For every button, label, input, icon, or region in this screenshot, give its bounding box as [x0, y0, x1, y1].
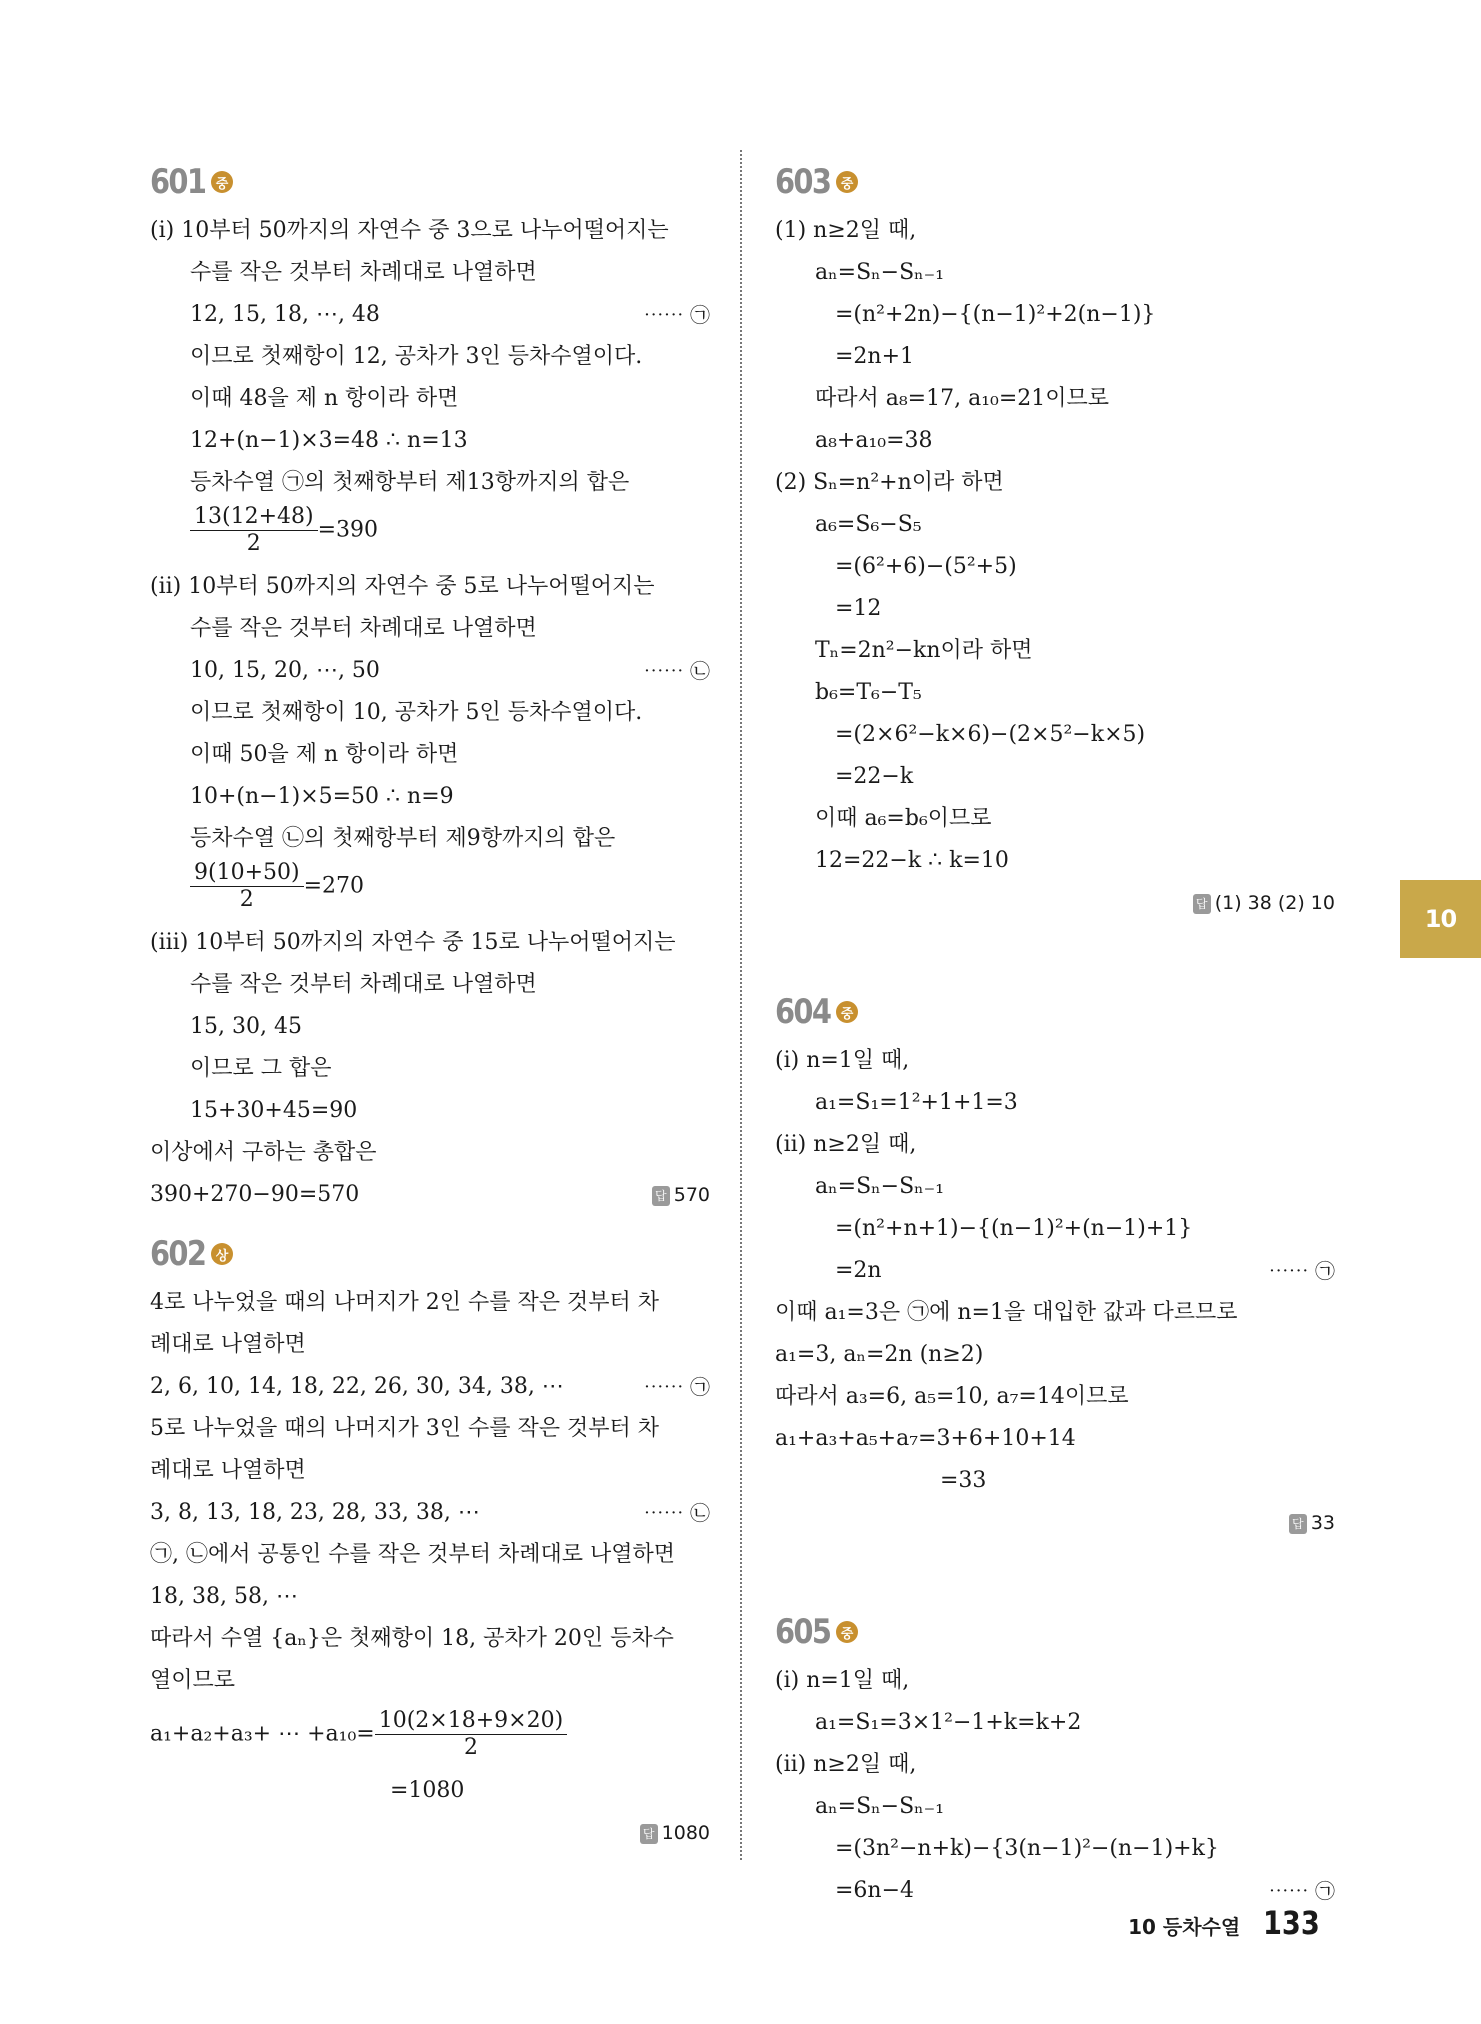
answer-icon: 답 — [652, 1186, 670, 1206]
problem-604-header — [775, 984, 1335, 1040]
fraction-line: $\frac{9(10+50)}{2}$ =270 — [150, 860, 710, 922]
solution-line: (ⅱ) n≥2일 때, — [775, 1752, 917, 1777]
solution-line: =22−k — [835, 764, 914, 789]
solution-line: 이때 a₁=3은 ㉠에 n=1을 대입한 값과 다르므로 — [775, 1300, 1238, 1325]
reference-mark: ⋯⋯ ㉠ — [643, 1375, 710, 1399]
solution-line: aₙ=Sₙ−Sₙ₋₁ — [815, 260, 945, 285]
solution-line: (ⅱ) 10부터 50까지의 자연수 중 5로 나누어떨어지는 — [150, 574, 655, 599]
solution-line: 등차수열 ㉡의 첫째항부터 제9항까지의 합은 — [190, 826, 616, 851]
problem-602-header — [150, 1226, 710, 1282]
solution-line: =2n+1 — [835, 344, 915, 369]
solution-line: 이므로 첫째항이 12, 공차가 3인 등차수열이다. — [190, 344, 643, 369]
solution-line: 18, 38, 58, ⋯ — [150, 1584, 298, 1609]
answer-icon: 답 — [1193, 894, 1211, 914]
solution-line: =(2×6²−k×6)−(2×5²−k×5) — [835, 722, 1146, 747]
solution-line: 3, 8, 13, 18, 23, 28, 33, 38, ⋯ ⋯⋯ ㉡ — [150, 1492, 710, 1534]
solution-line: 10+(n−1)×5=50 ∴ n=9 — [190, 784, 454, 809]
answer: 답 33 — [775, 1502, 1335, 1544]
problem-603-header — [775, 154, 1335, 210]
page-number: 133 — [1263, 1904, 1320, 1942]
answer-icon: 답 — [640, 1824, 658, 1844]
solution-line: 이때 a₆=b₆이므로 — [815, 806, 992, 831]
answer: 답 570 — [652, 1174, 710, 1216]
difficulty-badge: 중 — [211, 171, 233, 193]
page-footer — [1128, 1904, 1325, 1942]
reference-mark: ⋯⋯ ㉠ — [1268, 1259, 1335, 1283]
fraction: $\frac{10(2\times 18+9\times 20)}{2}$ — [375, 1708, 567, 1761]
solution-line: 15+30+45=90 — [190, 1098, 358, 1123]
solution-line: a₈+a₁₀=38 — [815, 428, 933, 453]
solution-line: =(3n²−n+k)−{3(n−1)²−(n−1)+k} — [835, 1836, 1219, 1861]
solution-line: =(n²+2n)−{(n−1)²+2(n−1)} — [835, 302, 1156, 327]
solution-line: aₙ=Sₙ−Sₙ₋₁ — [815, 1174, 945, 1199]
difficulty-badge: 중 — [836, 171, 858, 193]
solution-line: 2, 6, 10, 14, 18, 22, 26, 30, 34, 38, ⋯ ⋯⋯ ㉠ — [150, 1366, 710, 1408]
solution-line: =(n²+n+1)−{(n−1)²+(n−1)+1} — [835, 1216, 1193, 1241]
solution-line: =1080 — [390, 1778, 465, 1803]
reference-mark: ⋯⋯ ㉠ — [643, 303, 710, 327]
solution-line: 이므로 그 합은 — [190, 1056, 332, 1081]
solution-line: 이때 48을 제 n 항이라 하면 — [190, 386, 459, 411]
problem-number: 605 — [775, 1612, 831, 1652]
solution-line: 열이므로 — [150, 1668, 236, 1693]
solution-line: b₆=T₆−T₅ — [815, 680, 922, 705]
solution-line: 수를 작은 것부터 차례대로 나열하면 — [190, 260, 537, 285]
solution-line: a₁=3, aₙ=2n (n≥2) — [775, 1342, 984, 1367]
solution-line: ㉠, ㉡에서 공통인 수를 작은 것부터 차례대로 나열하면 — [150, 1542, 675, 1567]
solution-line: 따라서 a₃=6, a₅=10, a₇=14이므로 — [775, 1384, 1129, 1409]
chapter-tab: 10 — [1400, 880, 1481, 958]
solution-line: 따라서 a₈=17, a₁₀=21이므로 — [815, 386, 1110, 411]
difficulty-badge: 중 — [836, 1621, 858, 1643]
solution-line: a₁=S₁=1²+1+1=3 — [815, 1090, 1018, 1115]
difficulty-badge: 상 — [211, 1243, 233, 1265]
solution-line: (ⅱ) n≥2일 때, — [775, 1132, 917, 1157]
solution-line: a₁+a₃+a₅+a₇=3+6+10+14 — [775, 1426, 1076, 1451]
solution-line: 이때 50을 제 n 항이라 하면 — [190, 742, 459, 767]
solution-line: Tₙ=2n²−kn이라 하면 — [815, 638, 1033, 663]
solution-line: 이상에서 구하는 총합은 — [150, 1140, 377, 1165]
fraction-line: a₁+a₂+a₃+ ⋯ +a₁₀= $\frac{10(2\times 18+9\times 20)}{2}$ — [150, 1708, 710, 1770]
solution-line: (ⅰ) n=1일 때, — [775, 1668, 910, 1693]
solution-line: =12 — [835, 596, 882, 621]
right-column — [775, 150, 1335, 1912]
answer: 답 (1) 38 (2) 10 — [775, 882, 1335, 924]
solution-line: (ⅰ) n=1일 때, — [775, 1048, 910, 1073]
solution-line: 15, 30, 45 — [190, 1014, 302, 1039]
solution-line: 10, 15, 20, ⋯, 50 ⋯⋯ ㉡ — [150, 650, 710, 692]
footer-chapter-title: 10 등차수열 — [1128, 1915, 1241, 1939]
column-divider — [740, 150, 742, 1860]
solution-line: (2) Sₙ=n²+n이라 하면 — [775, 470, 1004, 495]
fraction: $\frac{13(12+48)}{2}$ — [190, 504, 318, 557]
reference-mark: ⋯⋯ ㉠ — [1268, 1879, 1335, 1903]
solution-line: =33 — [940, 1468, 987, 1493]
solution-line: =(6²+6)−(5²+5) — [835, 554, 1017, 579]
solution-line: =6n−4 ⋯⋯ ㉠ — [775, 1870, 1335, 1912]
reference-mark: ⋯⋯ ㉡ — [643, 659, 710, 683]
solution-line: 12+(n−1)×3=48 ∴ n=13 — [190, 428, 468, 453]
fraction: $\frac{9(10+50)}{2}$ — [190, 860, 304, 913]
solution-line: 12, 15, 18, ⋯, 48 ⋯⋯ ㉠ — [150, 294, 710, 336]
fraction-line: $\frac{13(12+48)}{2}$ =390 — [150, 504, 710, 566]
solution-line: =2n ⋯⋯ ㉠ — [775, 1250, 1335, 1292]
problem-601-header — [150, 154, 710, 210]
solution-line: a₁=S₁=3×1²−1+k=k+2 — [815, 1710, 1082, 1735]
solution-line: 이므로 첫째항이 10, 공차가 5인 등차수열이다. — [190, 700, 643, 725]
solution-line: 12=22−k ∴ k=10 — [815, 848, 1009, 873]
solution-line: 례대로 나열하면 — [150, 1458, 306, 1483]
left-column — [150, 150, 710, 1854]
problem-number: 601 — [150, 162, 206, 202]
solution-line: 따라서 수열 {aₙ}은 첫째항이 18, 공차가 20인 등차수 — [150, 1626, 674, 1651]
solution-line: a₆=S₆−S₅ — [815, 512, 922, 537]
answer: 답 1080 — [150, 1812, 710, 1854]
solution-line: 등차수열 ㉠의 첫째항부터 제13항까지의 합은 — [190, 470, 630, 495]
solution-line: 례대로 나열하면 — [150, 1332, 306, 1357]
problem-number: 602 — [150, 1234, 206, 1274]
solution-line: 390+270−90=570 답 570 — [150, 1174, 710, 1216]
solution-line: 수를 작은 것부터 차례대로 나열하면 — [190, 972, 537, 997]
solution-line: (1) n≥2일 때, — [775, 218, 917, 243]
problem-number: 603 — [775, 162, 831, 202]
solution-line: 4로 나누었을 때의 나머지가 2인 수를 작은 것부터 차 — [150, 1290, 659, 1315]
reference-mark: ⋯⋯ ㉡ — [643, 1501, 710, 1525]
solution-line: aₙ=Sₙ−Sₙ₋₁ — [815, 1794, 945, 1819]
solution-line: 수를 작은 것부터 차례대로 나열하면 — [190, 616, 537, 641]
difficulty-badge: 중 — [836, 1001, 858, 1023]
problem-number: 604 — [775, 992, 831, 1032]
solution-line: (ⅲ) 10부터 50까지의 자연수 중 15로 나누어떨어지는 — [150, 930, 676, 955]
solution-line: 5로 나누었을 때의 나머지가 3인 수를 작은 것부터 차 — [150, 1416, 659, 1441]
solution-line: (ⅰ) 10부터 50까지의 자연수 중 3으로 나누어떨어지는 — [150, 218, 669, 243]
problem-605-header — [775, 1604, 1335, 1660]
answer-icon: 답 — [1289, 1514, 1307, 1534]
